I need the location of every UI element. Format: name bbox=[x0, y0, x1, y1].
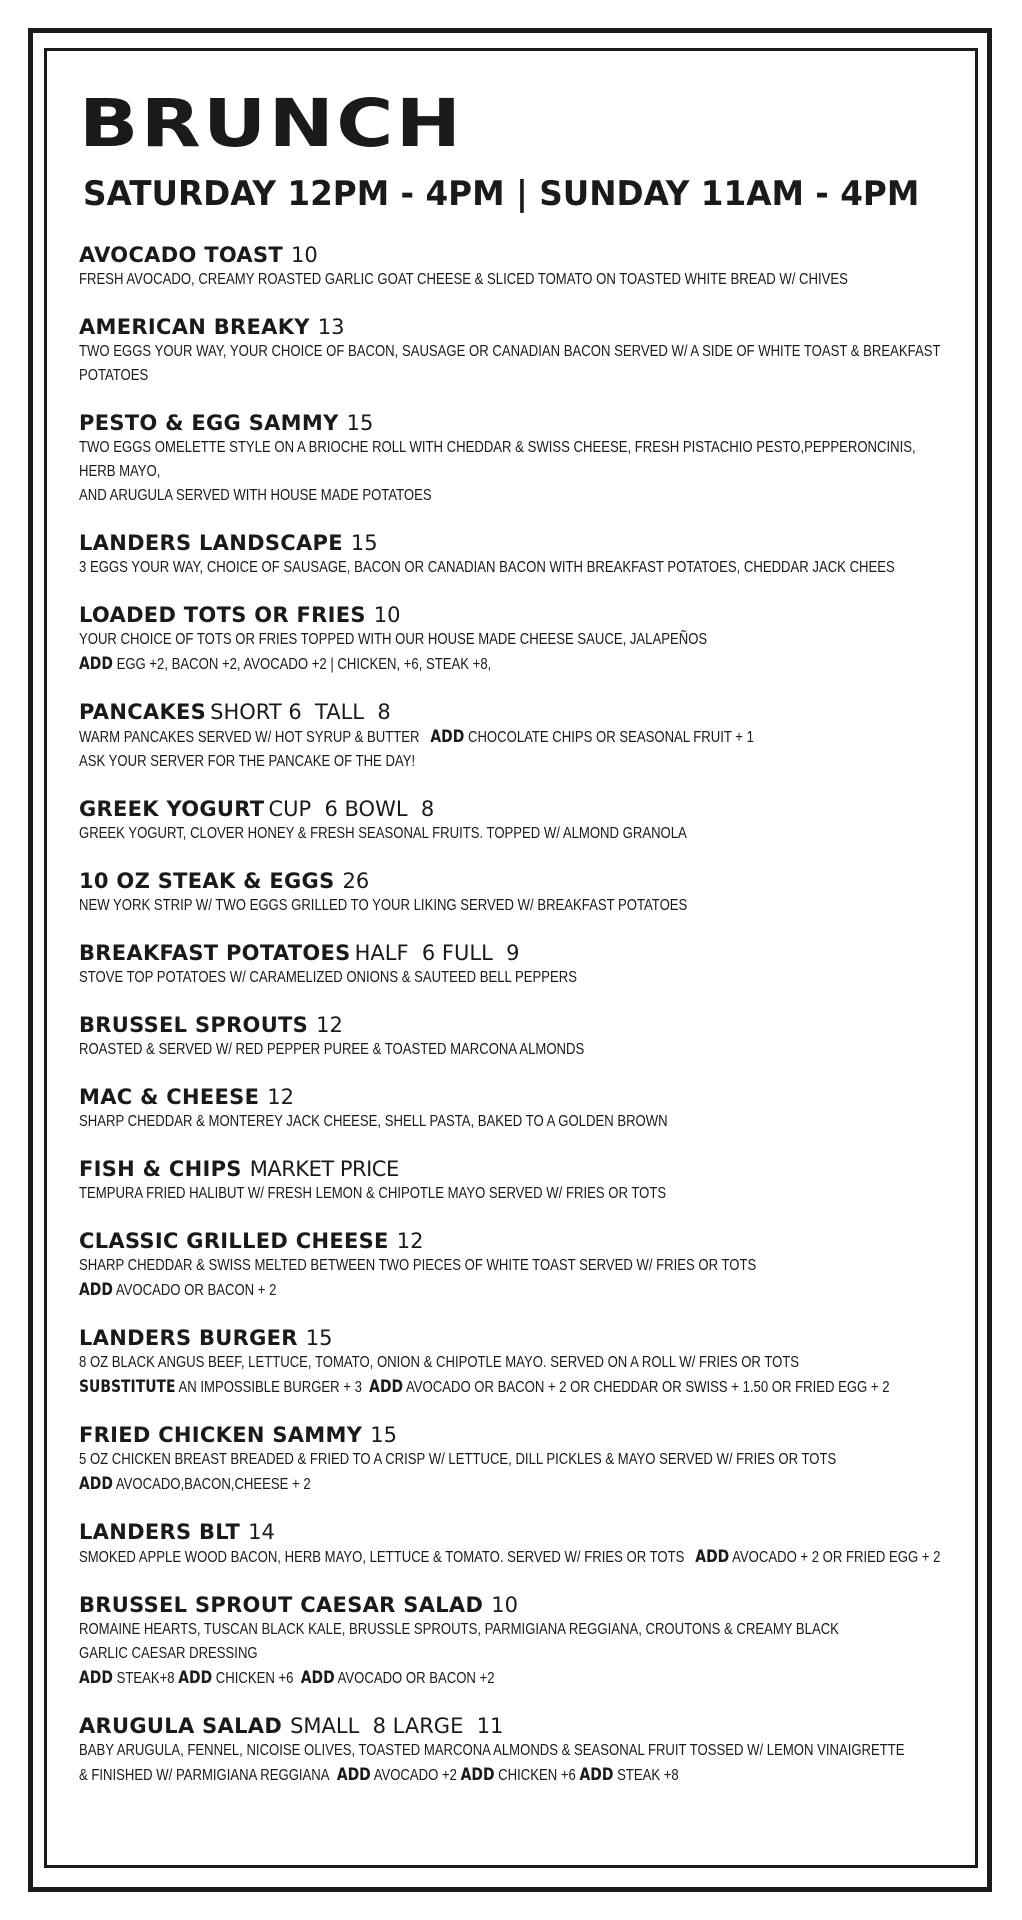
item-description: 8 OZ BLACK ANGUS BEEF, LETTUCE, TOMATO, ONION & CHIPOTLE MAYO. SERVED ON A ROLL W/ FRIES OR TOTS bbox=[79, 1354, 800, 1371]
item-description: FRESH AVOCADO, CREAMY ROASTED GARLIC GOAT CHEESE & SLICED TOMATO ON TOASTED WHITE BREAD W/ CHIVES bbox=[79, 271, 848, 288]
item-price: SHORT 6 TALL 8 bbox=[210, 700, 391, 724]
add-label: ADD bbox=[79, 654, 113, 674]
add-label: ADD bbox=[300, 1668, 335, 1688]
add-label: ADD bbox=[79, 1668, 113, 1688]
item-description: TWO EGGS OMELETTE STYLE ON A BRIOCHE ROLL WITH CHEDDAR & SWISS CHEESE, FRESH PISTACHIO PESTO,PEPPERONCINIS, HERB MAYO, bbox=[79, 439, 916, 480]
item-description: ROMAINE HEARTS, TUSCAN BLACK KALE, BRUSSLE SPROUTS, PARMIGIANA REGGIANA, CROUTONS & CREAMY BLACK bbox=[79, 1621, 839, 1638]
substitute-label: SUBSTITUTE bbox=[79, 1377, 176, 1397]
item-addons bbox=[79, 1472, 948, 1497]
item-price: 15 bbox=[350, 531, 378, 555]
item-description: TEMPURA FRIED HALIBUT W/ FRESH LEMON & CHIPOTLE MAYO SERVED W/ FRIES OR TOTS bbox=[79, 1185, 667, 1202]
add-text: STEAK +8 bbox=[617, 1767, 679, 1784]
menu-item-classic-grilled-cheese bbox=[79, 1228, 959, 1303]
item-name: AVOCADO TOAST bbox=[79, 243, 284, 267]
desc-text: & FINISHED W/ PARMIGIANA REGGIANA bbox=[79, 1767, 330, 1784]
item-price: 10 bbox=[373, 603, 401, 627]
item-name: BRUSSEL SPROUT CAESAR SALAD bbox=[79, 1593, 484, 1617]
add-text: CHOCOLATE CHIPS OR SEASONAL FRUIT + 1 bbox=[467, 729, 754, 746]
item-description: YOUR CHOICE OF TOTS OR FRIES TOPPED WITH OUR HOUSE MADE CHEESE SAUCE, JALAPEÑOS bbox=[79, 631, 708, 648]
item-price: 12 bbox=[267, 1085, 294, 1109]
item-name: BREAKFAST POTATOES bbox=[79, 941, 351, 965]
item-name: MAC & CHEESE bbox=[79, 1085, 260, 1109]
item-name: 10 OZ STEAK & EGGS bbox=[79, 869, 335, 893]
item-name: LANDERS BURGER bbox=[79, 1326, 298, 1350]
substitute-text: AN IMPOSSIBLE BURGER + 3 bbox=[178, 1379, 362, 1396]
add-text: CHICKEN +6 bbox=[498, 1767, 576, 1784]
menu-content bbox=[79, 85, 959, 1810]
item-price: SMALL 8 LARGE 11 bbox=[290, 1714, 504, 1738]
item-description: 5 OZ CHICKEN BREAST BREADED & FRIED TO A CRISP W/ LETTUCE, DILL PICKLES & MAYO SERVED W/ FRIES OR TOTS bbox=[79, 1451, 837, 1468]
item-price: 10 bbox=[491, 1593, 518, 1617]
add-label: ADD bbox=[579, 1765, 614, 1785]
menu-item-pancakes bbox=[79, 699, 959, 774]
menu-item-avocado-toast bbox=[79, 242, 959, 292]
item-description: 3 EGGS YOUR WAY, CHOICE OF SAUSAGE, BACON OR CANADIAN BACON WITH BREAKFAST POTATOES, CHEDDAR JACK CHEES bbox=[79, 559, 895, 576]
menu-item-loaded-tots bbox=[79, 602, 959, 677]
add-text: AVOCADO OR BACON +2 bbox=[337, 1670, 495, 1687]
desc-text: WARM PANCAKES SERVED W/ HOT SYRUP & BUTTER bbox=[79, 729, 420, 746]
menu-item-landers-landscape bbox=[79, 530, 959, 580]
item-description: GREEK YOGURT, CLOVER HONEY & FRESH SEASONAL FRUITS. TOPPED W/ ALMOND GRANOLA bbox=[79, 825, 687, 842]
item-price: CUP 6 BOWL 8 bbox=[268, 797, 435, 821]
add-label: ADD bbox=[336, 1765, 371, 1785]
item-addons bbox=[79, 1375, 948, 1400]
item-description: SHARP CHEDDAR & SWISS MELTED BETWEEN TWO PIECES OF WHITE TOAST SERVED W/ FRIES OR TOTS bbox=[79, 1257, 757, 1274]
item-name: PESTO & EGG SAMMY bbox=[79, 411, 339, 435]
desc-text: SMOKED APPLE WOOD BACON, HERB MAYO, LETTUCE & TOMATO. SERVED W/ FRIES OR TOTS bbox=[79, 1549, 685, 1566]
menu-item-arugula-salad bbox=[79, 1713, 959, 1788]
add-text: AVOCADO OR BACON + 2 OR CHEDDAR OR SWISS + 1.50 OR FRIED EGG + 2 bbox=[406, 1379, 890, 1396]
add-label: ADD bbox=[178, 1668, 213, 1688]
item-name: LANDERS BLT bbox=[79, 1520, 241, 1544]
add-label: ADD bbox=[79, 1474, 113, 1494]
add-label: ADD bbox=[79, 1280, 113, 1300]
menu-item-brussel-sprout-caesar bbox=[79, 1592, 959, 1691]
menu-item-greek-yogurt bbox=[79, 796, 959, 846]
item-description: SHARP CHEDDAR & MONTEREY JACK CHEESE, SHELL PASTA, BAKED TO A GOLDEN BROWN bbox=[79, 1113, 668, 1130]
menu-item-american-breaky bbox=[79, 314, 959, 388]
add-text: AVOCADO +2 bbox=[373, 1767, 457, 1784]
item-price: 13 bbox=[317, 315, 345, 339]
item-addons bbox=[79, 1763, 948, 1788]
item-description-line2: AND ARUGULA SERVED WITH HOUSE MADE POTATOES bbox=[79, 487, 432, 504]
menu-item-landers-blt bbox=[79, 1519, 959, 1570]
add-label: ADD bbox=[369, 1377, 404, 1397]
item-price: 10 bbox=[291, 243, 318, 267]
add-text: AVOCADO,BACON,CHEESE + 2 bbox=[115, 1476, 311, 1493]
item-name: FRIED CHICKEN SAMMY bbox=[79, 1423, 363, 1447]
item-description: NEW YORK STRIP W/ TWO EGGS GRILLED TO YOUR LIKING SERVED W/ BREAKFAST POTATOES bbox=[79, 897, 688, 914]
add-text: CHICKEN +6 bbox=[215, 1670, 294, 1687]
add-text: STEAK+8 bbox=[116, 1670, 175, 1687]
add-label: ADD bbox=[695, 1547, 730, 1567]
item-description: BABY ARUGULA, FENNEL, NICOISE OLIVES, TOASTED MARCONA ALMONDS & SEASONAL FRUIT TOSSED W/ LEMON VINAIGRETTE bbox=[79, 1742, 905, 1759]
add-text: EGG +2, BACON +2, AVOCADO +2 | CHICKEN, +6, STEAK +8, bbox=[116, 656, 492, 673]
item-name: LOADED TOTS OR FRIES bbox=[79, 603, 366, 627]
item-price: MARKET PRICE bbox=[249, 1157, 399, 1181]
item-addons bbox=[79, 1278, 948, 1303]
item-price: 15 bbox=[346, 411, 374, 435]
item-name: FISH & CHIPS bbox=[79, 1157, 242, 1181]
item-price: 12 bbox=[316, 1013, 343, 1037]
menu-item-fish-chips bbox=[79, 1156, 959, 1206]
item-description: TWO EGGS YOUR WAY, YOUR CHOICE OF BACON, SAUSAGE OR CANADIAN BACON SERVED W/ A SIDE OF WHITE TOAST & BREAKFAST POTATOES bbox=[79, 343, 941, 384]
menu-item-landers-burger bbox=[79, 1325, 959, 1400]
item-description: STOVE TOP POTATOES W/ CARAMELIZED ONIONS & SAUTEED BELL PEPPERS bbox=[79, 969, 577, 986]
item-price: 12 bbox=[396, 1229, 424, 1253]
item-description bbox=[79, 725, 948, 750]
menu-item-mac-cheese bbox=[79, 1084, 959, 1134]
item-name: GREEK YOGURT bbox=[79, 797, 265, 821]
menu-item-breakfast-potatoes bbox=[79, 940, 959, 990]
add-text: AVOCADO + 2 OR FRIED EGG + 2 bbox=[732, 1549, 941, 1566]
item-price: 15 bbox=[305, 1326, 333, 1350]
item-name: LANDERS LANDSCAPE bbox=[79, 531, 343, 555]
item-description-line2: GARLIC CAESAR DRESSING bbox=[79, 1645, 258, 1662]
item-name: PANCAKES bbox=[79, 700, 207, 724]
item-price: HALF 6 FULL 9 bbox=[354, 941, 520, 965]
menu-item-steak-eggs bbox=[79, 868, 959, 918]
item-description bbox=[79, 1545, 948, 1570]
item-description: ROASTED & SERVED W/ RED PEPPER PUREE & TOASTED MARCONA ALMONDS bbox=[79, 1041, 585, 1058]
item-price: 15 bbox=[370, 1423, 397, 1447]
add-label: ADD bbox=[460, 1765, 495, 1785]
menu-item-fried-chicken-sammy bbox=[79, 1422, 959, 1497]
menu-item-brussel-sprouts bbox=[79, 1012, 959, 1062]
menu-hours: SATURDAY 12PM - 4PM | SUNDAY 11AM - 4PM bbox=[83, 174, 920, 214]
menu-title: BRUNCH bbox=[79, 85, 464, 162]
item-name: ARUGULA SALAD bbox=[79, 1714, 283, 1738]
item-addons bbox=[79, 652, 948, 677]
item-description-line2: ASK YOUR SERVER FOR THE PANCAKE OF THE DAY! bbox=[79, 753, 416, 770]
item-name: AMERICAN BREAKY bbox=[79, 315, 310, 339]
add-text: AVOCADO OR BACON + 2 bbox=[115, 1282, 277, 1299]
item-addons bbox=[79, 1666, 948, 1691]
item-name: BRUSSEL SPROUTS bbox=[79, 1013, 309, 1037]
item-price: 14 bbox=[248, 1520, 275, 1544]
menu-item-pesto-egg-sammy bbox=[79, 410, 959, 508]
item-price: 26 bbox=[342, 869, 370, 893]
add-label: ADD bbox=[430, 727, 465, 747]
item-name: CLASSIC GRILLED CHEESE bbox=[79, 1229, 389, 1253]
